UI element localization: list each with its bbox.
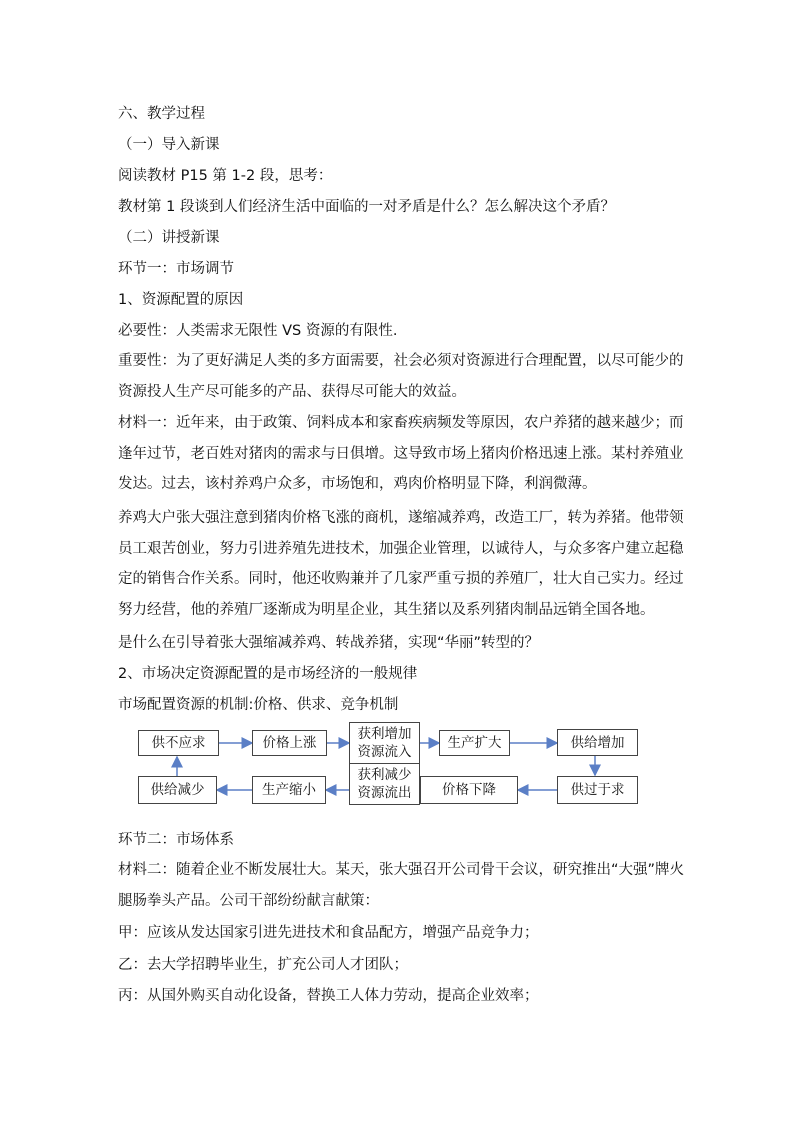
box-supply-increase	[557, 729, 638, 756]
intro-question: 教材第 1 段谈到人们经济生活中面临的一对矛盾是什么？怎么解决这个矛盾？	[118, 199, 615, 215]
reading-instruction: 阅读教材 P15 第 1-2 段，思考：	[118, 168, 333, 184]
guiding-question: 是什么在引导着张大强缩减养鸡、转战养猪，实现“华丽”转型的？	[118, 635, 540, 651]
box-production-shrink-label: 生产缩小	[262, 782, 316, 798]
importance-paragraph: 重要性：为了更好满足人类的多方面需要，社会必须对资源进行合理配置，以尽可能少的资源投人生产尽可能多的产品、获得尽可能大的效益。	[118, 353, 684, 400]
box-production-expand-label: 生产扩大	[447, 735, 502, 751]
box-supply-decrease-label: 供给减少	[150, 782, 205, 798]
box-price-fall	[420, 776, 518, 804]
section-1-title: 1、资源配置的原因	[118, 292, 244, 308]
suggestion-bing: 丙：从国外购买自动化设备，替换工人体力劳动，提高企业效率；	[118, 988, 539, 1004]
section-2-title: 2、市场决定资源配置的是市场经济的一般规律	[118, 666, 418, 682]
box-profit-decrease-line1: 获利减少	[357, 767, 412, 783]
stage-two-title: 环节二：市场体系	[118, 832, 234, 848]
material-two-paragraph: 材料二：随着企业不断发展壮大。某天，张大强召开公司骨干会议，研究推出“大强”牌火腿肠拳头产品。公司干部纷纷献言献策：	[118, 862, 685, 909]
box-shortage-label: 供不应求	[151, 735, 206, 751]
box-profit-increase	[349, 722, 420, 764]
box-price-rise-label: 价格上涨	[262, 735, 317, 751]
box-profit-increase-line2: 资源流入	[357, 744, 412, 760]
box-production-shrink	[252, 776, 326, 804]
zhang-story-paragraph: 养鸡大户张大强注意到猪肉价格飞涨的商机，遂缩减养鸡，改造工厂，转为养猪。他带领员工艰苦创业，努力引进养殖先进技术，加强企业管理，以诚待人，与众多客户建立起稳定的销售合作关系。同时，他还收购兼并了几家严重亏损的养殖厂，壮大自己实力。经过努力经营，他的养殖厂逐渐成为明星企业，其生猪以及系列猪肉制品远销全国各地。	[118, 510, 684, 618]
box-shortage	[138, 730, 219, 756]
box-profit-decrease	[349, 763, 420, 805]
necessity-line: 必要性：人类需求无限性 VS 资源的有限性.	[118, 323, 398, 339]
box-production-expand	[439, 730, 510, 756]
box-profit-increase-line1: 获利增加	[357, 726, 412, 742]
stage-one-title: 环节一：市场调节	[118, 261, 234, 277]
box-profit-decrease-line2: 资源流出	[357, 785, 412, 801]
material-one-paragraph: 材料一：近年来，由于政策、饲料成本和家畜疾病频发等原因，农户养猪的越来越少；而逢年过节，老百姓对猪肉的需求与日俱增。这导致市场上猪肉价格迅速上涨。某村养殖业发达。过去，该村养鸡户众多，市场饱和，鸡肉价格明显下降，利润微薄。	[118, 415, 684, 492]
box-supply-increase-label: 供给增加	[570, 734, 625, 751]
heading-teaching-process: 六、教学过程	[118, 106, 205, 122]
box-price-rise	[252, 730, 327, 756]
mechanism-line: 市场配置资源的机制:价格、供求、竞争机制	[118, 697, 399, 713]
suggestion-jia: 甲：应该从发达国家引进先进技术和食品配方，增强产品竞争力；	[118, 925, 539, 941]
market-mechanism-diagram	[132, 720, 662, 810]
suggestion-yi: 乙：去大学招聘毕业生，扩充公司人才团队；	[118, 957, 408, 973]
box-oversupply-label: 供过于求	[570, 782, 625, 798]
box-supply-decrease	[138, 776, 217, 804]
subheading-new-lesson: （二）讲授新课	[118, 230, 220, 246]
box-oversupply	[557, 776, 638, 804]
subheading-intro: （一）导入新课	[118, 137, 220, 153]
box-price-fall-label: 价格下降	[442, 782, 496, 798]
